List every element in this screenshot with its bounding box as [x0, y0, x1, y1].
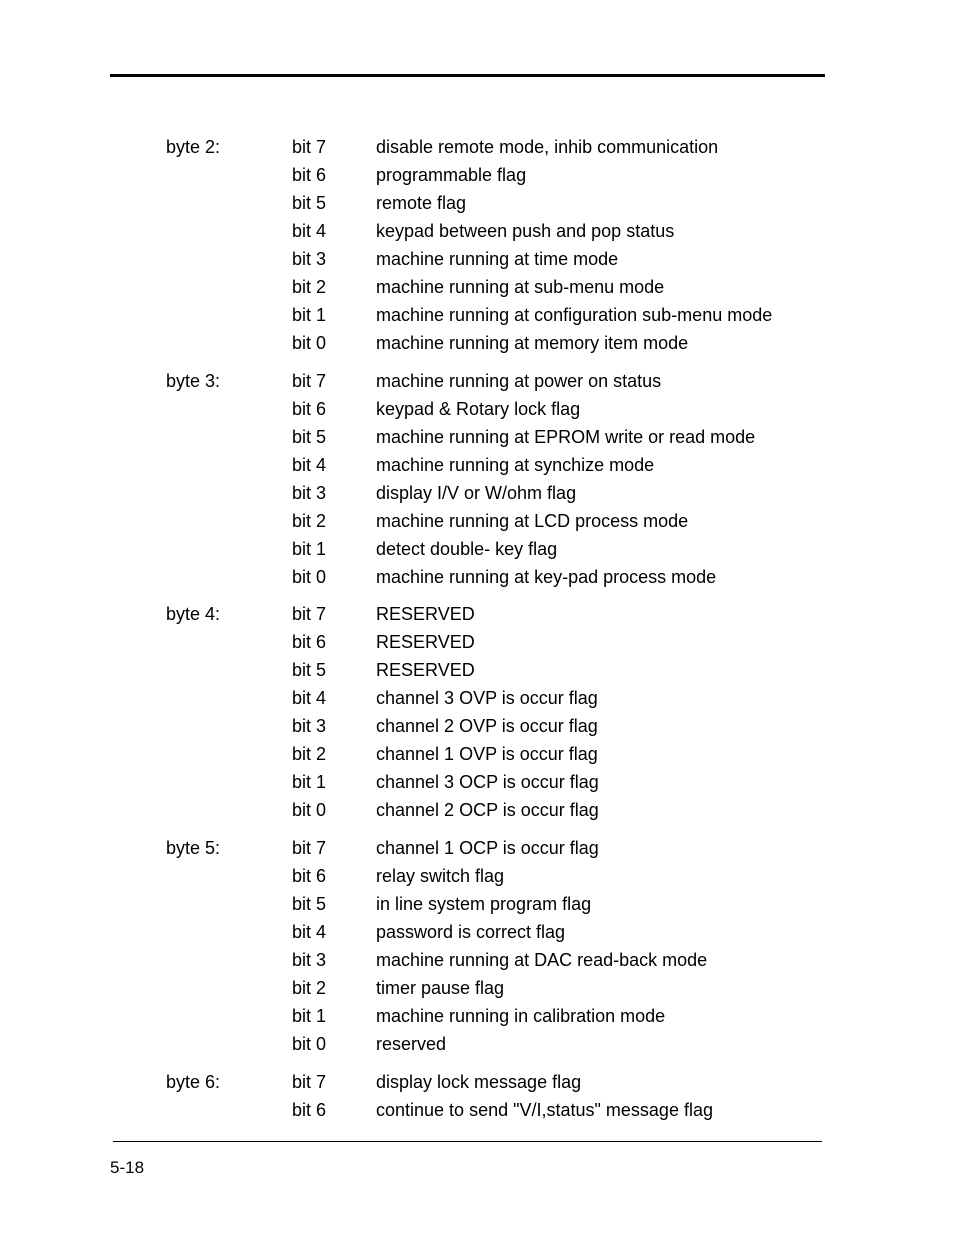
bit-row: [0, 164, 954, 186]
bit-row: [0, 1005, 954, 1027]
bit-label: bit 0: [292, 567, 327, 588]
bit-label: bit 5: [292, 427, 327, 448]
bit-row: [0, 538, 954, 560]
bit-label: bit 0: [292, 1034, 327, 1055]
bit-description: channel 3 OVP is occur flag: [376, 688, 598, 709]
bit-description: remote flag: [376, 193, 467, 214]
footer-rule: [113, 1141, 822, 1142]
bit-description: machine running at sub-menu mode: [376, 277, 665, 298]
bit-label: bit 6: [292, 632, 327, 653]
bit-label: bit 7: [292, 604, 327, 624]
bit-description: machine running at DAC read-back mode: [376, 950, 708, 971]
bit-description: machine running at LCD process mode: [376, 511, 689, 532]
bit-description: timer pause flag: [376, 978, 505, 999]
byte-label: byte 2:: [166, 137, 221, 157]
bit-label: bit 5: [292, 660, 327, 681]
bit-label: bit 2: [292, 277, 327, 298]
bit-description: continue to send "V/I,status" message flag: [376, 1100, 713, 1121]
bit-row: [0, 837, 954, 859]
bit-label: bit 7: [292, 137, 327, 157]
bit-description: machine running in calibration mode: [376, 1006, 666, 1027]
bit-row: [0, 1071, 954, 1093]
bit-row: [0, 192, 954, 214]
bit-label: bit 3: [292, 716, 327, 737]
bit-row: [0, 454, 954, 476]
bit-description: programmable flag: [376, 165, 527, 186]
byte-label: byte 4:: [166, 604, 221, 624]
byte-label: byte 6:: [166, 1072, 221, 1092]
bit-label: bit 4: [292, 688, 327, 709]
bit-row: [0, 771, 954, 793]
bit-label: bit 0: [292, 800, 327, 821]
bit-description: channel 2 OCP is occur flag: [376, 800, 599, 821]
bit-row: [0, 1033, 954, 1055]
bit-row: [0, 603, 954, 625]
bit-label: bit 7: [292, 371, 327, 391]
bit-description: reserved: [376, 1034, 447, 1055]
bit-label: bit 1: [292, 1006, 327, 1027]
byte-label: byte 3:: [166, 371, 221, 391]
bit-description: relay switch flag: [376, 866, 505, 887]
bit-label: bit 3: [292, 950, 327, 971]
bit-row: [0, 482, 954, 504]
bit-label: bit 2: [292, 978, 327, 999]
bit-row: [0, 332, 954, 354]
bit-description: RESERVED: [376, 632, 475, 653]
bit-row: [0, 921, 954, 943]
bit-description: channel 1 OCP is occur flag: [376, 838, 599, 858]
bit-label: bit 6: [292, 1100, 327, 1121]
bit-row: [0, 510, 954, 532]
bit-label: bit 2: [292, 511, 327, 532]
bit-row: [0, 631, 954, 653]
bit-description: password is correct flag: [376, 922, 566, 943]
bit-description: machine running at time mode: [376, 249, 619, 270]
bit-description: disable remote mode, inhib communication: [376, 137, 719, 157]
bit-row: [0, 276, 954, 298]
bit-description: channel 3 OCP is occur flag: [376, 772, 599, 793]
bit-row: [0, 893, 954, 915]
bit-row: [0, 304, 954, 326]
bit-description: machine running at synchize mode: [376, 455, 655, 476]
bit-row: [0, 977, 954, 999]
bit-row: [0, 370, 954, 392]
bit-label: bit 4: [292, 221, 327, 242]
bit-description: channel 1 OVP is occur flag: [376, 744, 598, 765]
bit-row: [0, 687, 954, 709]
bit-row: [0, 426, 954, 448]
bit-row: [0, 799, 954, 821]
bit-row: [0, 398, 954, 420]
bit-row: [0, 865, 954, 887]
bit-label: bit 4: [292, 922, 327, 943]
bit-description: RESERVED: [376, 660, 475, 681]
bit-description: machine running at memory item mode: [376, 333, 689, 354]
bit-label: bit 0: [292, 333, 327, 354]
bit-description: channel 2 OVP is occur flag: [376, 716, 598, 737]
bit-label: bit 6: [292, 165, 327, 186]
bit-label: bit 3: [292, 249, 327, 270]
bit-label: bit 6: [292, 399, 327, 420]
bit-label: bit 3: [292, 483, 327, 504]
bit-label: bit 2: [292, 744, 327, 765]
bit-description: display I/V or W/ohm flag: [376, 483, 577, 504]
bit-row: [0, 1099, 954, 1121]
bit-label: bit 1: [292, 772, 327, 793]
bit-label: bit 7: [292, 838, 327, 858]
bit-label: bit 4: [292, 455, 327, 476]
bit-label: bit 6: [292, 866, 327, 887]
bit-row: [0, 949, 954, 971]
bit-description: RESERVED: [376, 604, 475, 624]
byte-label: byte 5:: [166, 838, 221, 858]
bit-row: [0, 715, 954, 737]
bit-description: detect double- key flag: [376, 539, 558, 560]
bit-description: display lock message flag: [376, 1072, 582, 1092]
bit-description: machine running at power on status: [376, 371, 662, 391]
bit-description: machine running at EPROM write or read mode: [376, 427, 756, 448]
bit-label: bit 5: [292, 894, 327, 915]
bit-description: machine running at key-pad process mode: [376, 567, 717, 588]
bit-label: bit 5: [292, 193, 327, 214]
bit-row: [0, 220, 954, 242]
bit-row: [0, 136, 954, 158]
bit-row: [0, 248, 954, 270]
bit-description: machine running at configuration sub-menu mode: [376, 305, 773, 326]
bit-label: bit 1: [292, 305, 327, 326]
bit-row: [0, 659, 954, 681]
bit-description: keypad & Rotary lock flag: [376, 399, 581, 420]
bit-label: bit 1: [292, 539, 327, 560]
page-number: 5-18: [110, 1158, 145, 1177]
bit-description: keypad between push and pop status: [376, 221, 675, 242]
bit-row: [0, 566, 954, 588]
bit-label: bit 7: [292, 1072, 327, 1092]
bit-row: [0, 743, 954, 765]
bit-description: in line system program flag: [376, 894, 592, 915]
